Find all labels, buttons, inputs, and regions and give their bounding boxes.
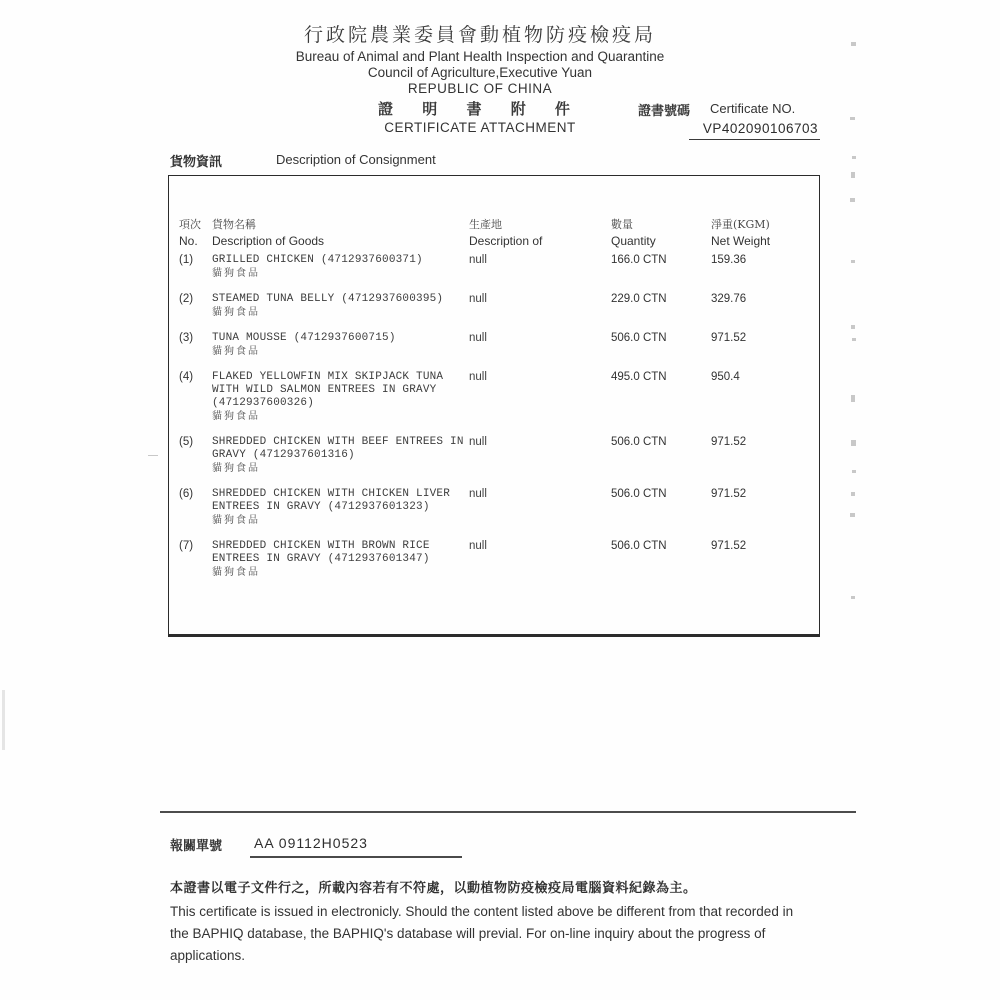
table-row (169, 371, 819, 424)
consignment-table-box (168, 175, 820, 637)
row-net-weight: 971.52 (711, 540, 747, 552)
customs-declaration-number: AA 09112H0523 (254, 835, 368, 851)
goods-description: TUNA MOUSSE (4712937600715) (212, 332, 396, 344)
scan-artifact (850, 513, 855, 517)
row-net-weight: 950.4 (711, 371, 740, 383)
declaration-underline (250, 856, 462, 858)
certificate-no-label-en: Certificate NO. (710, 101, 796, 116)
goods-category-zh: 貓狗食品 (212, 307, 260, 318)
row-net-weight: 971.52 (711, 332, 747, 344)
bureau-title-zh: 行政院農業委員會動植物防疫檢疫局 (303, 24, 656, 46)
row-origin: null (469, 254, 487, 266)
scan-artifact (852, 338, 856, 341)
goods-category-zh: 貓狗食品 (212, 346, 260, 357)
goods-description: STEAMED TUNA BELLY (4712937600395) (212, 293, 444, 305)
scan-artifact (851, 325, 855, 329)
scan-artifact (852, 156, 856, 159)
col-header-qty-en: Quantity (611, 234, 656, 248)
scan-artifact (851, 172, 855, 178)
scan-artifact (851, 260, 855, 263)
scan-artifact (851, 492, 855, 496)
scan-artifact (2, 690, 5, 750)
consignment-label-en: Description of Consignment (276, 152, 436, 167)
row-quantity: 506.0 CTN (611, 540, 667, 552)
notice-en (170, 901, 880, 967)
row-quantity: 506.0 CTN (611, 332, 667, 344)
row-quantity: 229.0 CTN (611, 293, 667, 305)
col-header-origin-en: Description of (469, 234, 543, 248)
goods-description: GRILLED CHICKEN (4712937600371) (212, 254, 423, 266)
row-number: (7) (179, 540, 194, 552)
certificate-no-value: VP402090106703 (689, 121, 820, 140)
goods-description: FLAKED YELLOWFIN MIX SKIPJACK TUNA WITH WILD SALMON ENTREES IN GRAVY (4712937600326) (212, 371, 444, 409)
row-goods (212, 371, 469, 424)
row-quantity: 506.0 CTN (611, 488, 667, 500)
col-header-goods-en: Description of Goods (212, 234, 325, 248)
col-header-origin-zh: 生產地 (469, 218, 502, 231)
table-row (169, 540, 819, 580)
goods-category-zh: 貓狗食品 (212, 411, 260, 422)
row-goods (212, 488, 469, 528)
row-goods (212, 254, 469, 281)
scan-artifact (851, 440, 856, 446)
consignment-rows (169, 254, 819, 592)
notice-en-line2: the BAPHIQ database, the BAPHIQ's database will previal. For on-line inquiry about the progress of (170, 926, 766, 941)
scan-artifact (850, 117, 855, 120)
bureau-title-en: Bureau of Animal and Plant Health Inspection and Quarantine (295, 49, 665, 64)
row-number: (5) (179, 436, 194, 448)
scan-artifact (850, 198, 855, 202)
col-header-weight-zh: 淨重(KGM) (711, 218, 770, 231)
goods-description: SHREDDED CHICKEN WITH BROWN RICE ENTREES IN GRAVY (4712937601347) (212, 540, 430, 565)
scan-artifact (852, 470, 856, 473)
row-number: (4) (179, 371, 194, 383)
attachment-title-zh: 證 明 書 附 件 (378, 100, 582, 118)
row-number: (3) (179, 332, 194, 344)
row-origin: null (469, 488, 487, 500)
row-number: (2) (179, 293, 194, 305)
table-row (169, 488, 819, 528)
scan-artifact (148, 455, 158, 456)
row-quantity: 506.0 CTN (611, 436, 667, 448)
notice-zh: 本證書以電子文件行之，所載內容若有不符處，以動植物防疫檢疫局電腦資料紀錄為主。 (170, 881, 697, 896)
row-goods (212, 332, 469, 359)
scan-artifact (851, 395, 855, 402)
row-origin: null (469, 371, 487, 383)
col-header-no-zh: 項次 (179, 218, 201, 231)
row-net-weight: 329.76 (711, 293, 747, 305)
row-origin: null (469, 436, 487, 448)
row-origin: null (469, 540, 487, 552)
goods-category-zh: 貓狗食品 (212, 515, 260, 526)
table-row (169, 332, 819, 359)
row-number: (6) (179, 488, 194, 500)
row-origin: null (469, 332, 487, 344)
goods-category-zh: 貓狗食品 (212, 268, 260, 279)
council-line: Council of Agriculture,Executive Yuan (367, 65, 593, 80)
row-goods (212, 436, 469, 476)
row-quantity: 166.0 CTN (611, 254, 667, 266)
row-net-weight: 971.52 (711, 436, 747, 448)
goods-category-zh: 貓狗食品 (212, 463, 260, 474)
divider-line (160, 811, 856, 813)
col-header-no-en: No. (179, 234, 198, 248)
row-net-weight: 971.52 (711, 488, 747, 500)
row-origin: null (469, 293, 487, 305)
goods-category-zh: 貓狗食品 (212, 567, 260, 578)
notice-en-line1: This certificate is issued in electronicly. Should the content listed above be different from that recorded in (170, 904, 794, 919)
notice-en-line3: applications. (170, 948, 246, 963)
attachment-title-en: CERTIFICATE ATTACHMENT (384, 120, 576, 135)
scan-artifact (851, 596, 855, 599)
certificate-no-label-zh: 證書號碼 (638, 104, 691, 119)
consignment-label-zh: 貨物資訊 (170, 155, 223, 170)
col-header-qty-zh: 數量 (611, 218, 633, 231)
scan-artifact (851, 42, 856, 46)
row-goods (212, 293, 469, 320)
row-quantity: 495.0 CTN (611, 371, 667, 383)
country-line: REPUBLIC OF CHINA (407, 81, 553, 96)
table-row (169, 254, 819, 281)
col-header-weight-en: Net Weight (711, 234, 771, 248)
table-row (169, 293, 819, 320)
customs-declaration-label: 報關單號 (170, 839, 223, 854)
col-header-goods-zh: 貨物名稱 (212, 218, 256, 231)
goods-description: SHREDDED CHICKEN WITH BEEF ENTREES IN GRAVY (4712937601316) (212, 436, 464, 461)
row-net-weight: 159.36 (711, 254, 747, 266)
goods-description: SHREDDED CHICKEN WITH CHICKEN LIVER ENTREES IN GRAVY (4712937601323) (212, 488, 451, 513)
row-number: (1) (179, 254, 194, 266)
table-row (169, 436, 819, 476)
row-goods (212, 540, 469, 580)
